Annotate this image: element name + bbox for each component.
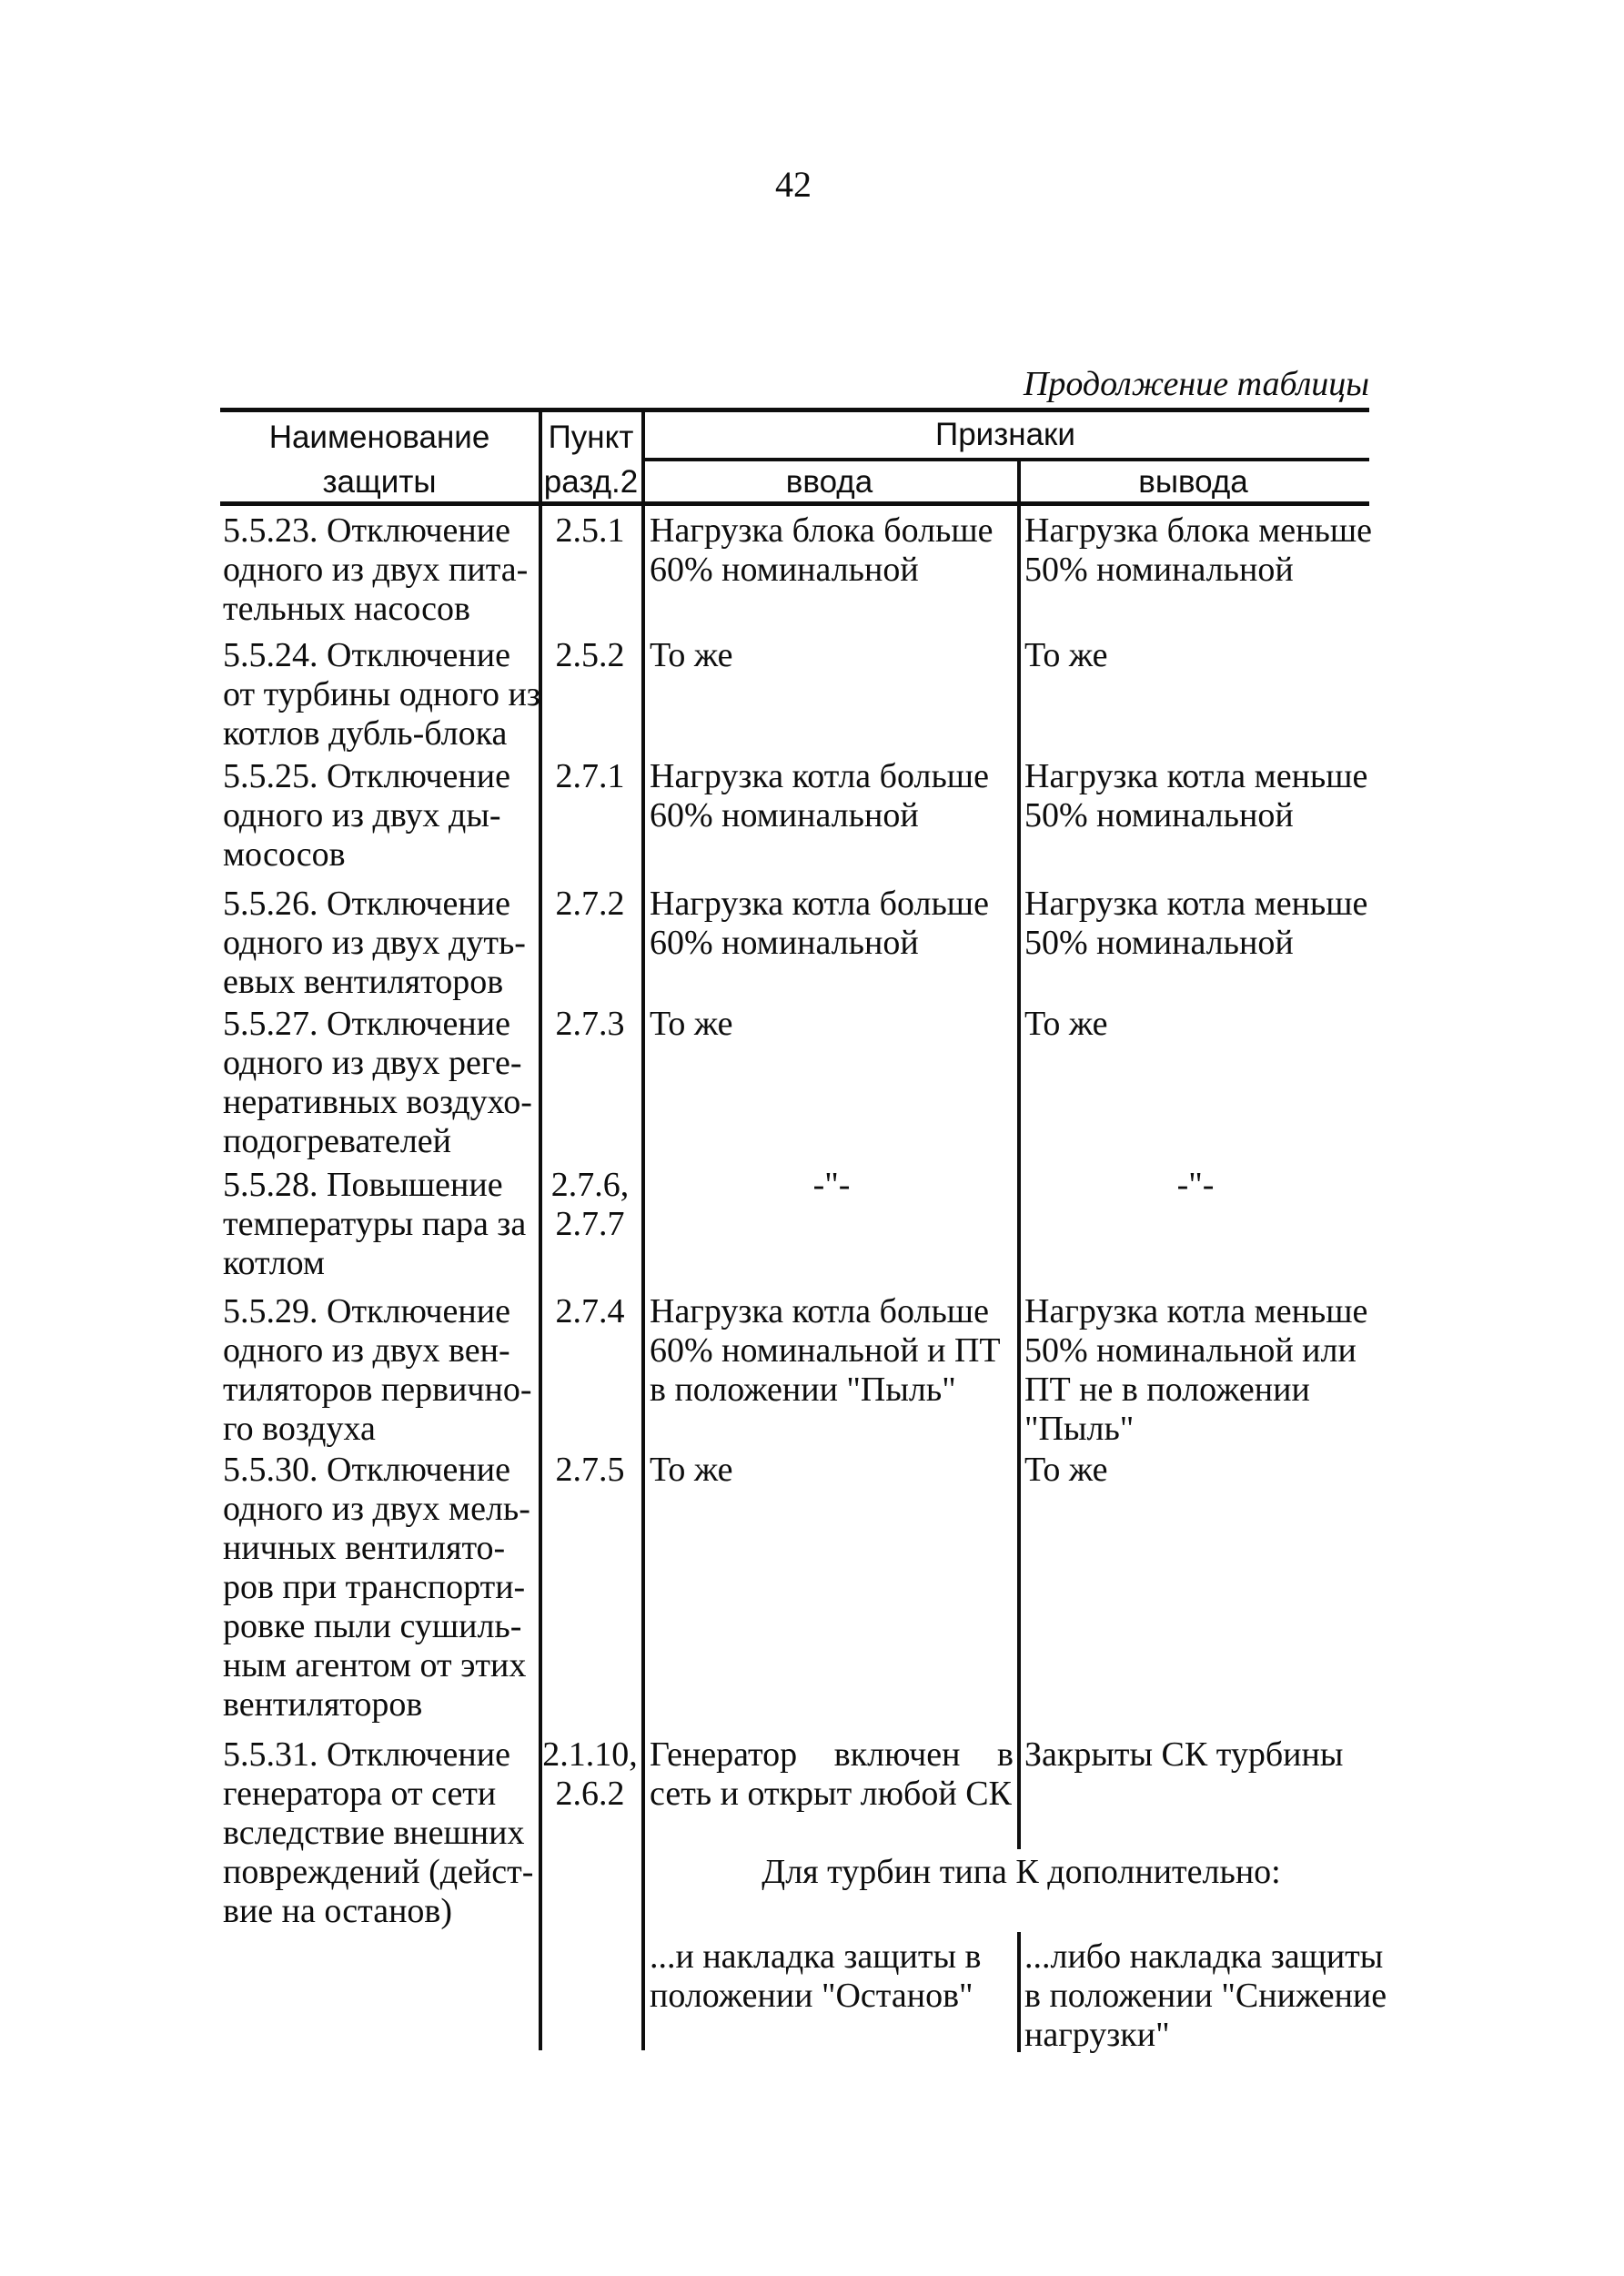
name-cell-line: одного из двух мель- — [223, 1490, 530, 1528]
output-cell-line: Нагрузка блока меньше — [1024, 511, 1372, 550]
table-top-border — [220, 408, 1369, 412]
output-cell-line: То же — [1024, 1005, 1108, 1043]
name-cell-line: повреждений (дейст- — [223, 1853, 534, 1891]
input-cell-line: положении "Останов" — [650, 1977, 973, 2015]
input-cell-line: в положении "Пыль" — [650, 1371, 956, 1409]
name-cell-line: вие на останов) — [223, 1892, 453, 1930]
additional-note: Для турбин типа К дополнительно: — [762, 1853, 1281, 1891]
name-cell-line: тиляторов первично- — [223, 1371, 532, 1409]
name-cell-line: котлом — [223, 1244, 325, 1282]
output-cell-line: Нагрузка котла меньше — [1024, 757, 1368, 795]
name-cell-line: от турбины одного из — [223, 675, 540, 713]
name-cell-line: температуры пара за — [223, 1205, 527, 1243]
clause-cell-line: 2.7.3 — [555, 1005, 625, 1043]
spread-word: включен — [833, 1735, 961, 1774]
header-sub-input: ввода — [785, 464, 873, 500]
name-cell-line: 5.5.24. Отключение — [223, 636, 510, 674]
spread-word: в — [997, 1735, 1014, 1774]
input-cell-line: То же — [650, 1451, 733, 1489]
input-cell-line: 60% номинальной и ПТ — [650, 1331, 1001, 1370]
name-cell-line: одного из двух вен- — [223, 1331, 510, 1370]
name-cell-line: 5.5.27. Отключение — [223, 1005, 510, 1043]
name-cell-line: 5.5.28. Повышение — [223, 1166, 503, 1204]
input-cell-line: 60% номинальной — [650, 924, 919, 962]
name-cell-line: 5.5.30. Отключение — [223, 1451, 510, 1489]
name-cell-line: подогревателей — [223, 1122, 451, 1160]
name-cell-line: тельных насосов — [223, 590, 470, 628]
clause-cell-line: 2.7.7 — [555, 1205, 625, 1243]
input-cell-line: сеть и открыт любой СК — [650, 1775, 1012, 1813]
input-cell-line: -"- — [812, 1166, 851, 1204]
header-signs-group: Признаки — [935, 417, 1075, 452]
input-cell-line: Нагрузка котла больше — [650, 757, 989, 795]
clause-cell-line: 2.7.6, — [550, 1166, 630, 1204]
name-cell-line: ным агентом от этих — [223, 1646, 527, 1684]
output-cell-line: 50% номинальной или — [1024, 1331, 1357, 1370]
input-cell-line: Нагрузка блока больше — [650, 511, 994, 550]
output-cell-line: Закрыты СК турбины — [1024, 1735, 1344, 1774]
output-cell-line: То же — [1024, 636, 1108, 674]
input-cell-line: ...и накладка защиты в — [650, 1937, 982, 1976]
name-cell-line: 5.5.29. Отключение — [223, 1292, 510, 1330]
output-cell-line: ПТ не в положении — [1024, 1371, 1310, 1409]
clause-cell-line: 2.5.2 — [555, 636, 625, 674]
clause-cell-line: 2.7.1 — [555, 757, 625, 795]
output-cell-line: Нагрузка котла меньше — [1024, 1292, 1368, 1330]
name-cell-line: мососов — [223, 835, 346, 874]
name-cell-line: одного из двух реге- — [223, 1044, 522, 1082]
name-cell-line: вентиляторов — [223, 1685, 423, 1724]
header-sub-output: вывода — [1138, 464, 1248, 500]
input-cell-line: 60% номинальной — [650, 796, 919, 835]
output-cell-line: 50% номинальной — [1024, 796, 1294, 835]
column-divider-2 — [641, 408, 645, 2050]
name-cell-line: 5.5.23. Отключение — [223, 511, 510, 550]
output-cell-line: ...либо накладка защиты — [1024, 1937, 1384, 1976]
column-divider-3-upper — [1017, 458, 1021, 1849]
name-cell-line: одного из двух дуть- — [223, 924, 526, 962]
signs-group-underline — [641, 458, 1369, 461]
name-cell-line: го воздуха — [223, 1410, 376, 1448]
clause-cell-line: 2.7.4 — [555, 1292, 625, 1330]
clause-cell-line: 2.6.2 — [555, 1775, 625, 1813]
output-cell-line: "Пыль" — [1024, 1410, 1135, 1448]
name-cell-line: 5.5.25. Отключение — [223, 757, 510, 795]
name-cell-line: неративных воздухо- — [223, 1083, 532, 1121]
header-name-line1: Наименование — [268, 420, 490, 455]
column-divider-3-lower — [1017, 1932, 1021, 2052]
output-cell-line: То же — [1024, 1451, 1108, 1489]
clause-cell-line: 2.1.10, — [542, 1735, 638, 1774]
clause-cell-line: 2.5.1 — [555, 511, 625, 550]
input-cell-line: То же — [650, 1005, 733, 1043]
input-cell-line: Нагрузка котла больше — [650, 885, 989, 923]
name-cell-line: одного из двух пита- — [223, 551, 529, 589]
name-cell-line: ничных вентилято- — [223, 1529, 506, 1567]
page-number: 42 — [775, 164, 812, 205]
output-cell-line: -"- — [1176, 1166, 1215, 1204]
output-cell-line: 50% номинальной — [1024, 551, 1294, 589]
name-cell-line: 5.5.26. Отключение — [223, 885, 510, 923]
header-clause-line1: Пункт — [548, 420, 634, 455]
name-cell-line: генератора от сети — [223, 1775, 497, 1813]
name-cell-line: ровке пыли сушиль- — [223, 1607, 522, 1645]
header-name-line2: защиты — [322, 464, 437, 500]
input-cell-line: Нагрузка котла больше — [650, 1292, 989, 1330]
name-cell-line: ров при транспорти- — [223, 1568, 526, 1606]
name-cell-line: евых вентиляторов — [223, 963, 504, 1001]
header-clause-line2: разд.2 — [543, 464, 639, 500]
output-cell-line: Нагрузка котла меньше — [1024, 885, 1368, 923]
input-cell-line: То же — [650, 636, 733, 674]
spread-word: Генератор — [650, 1735, 798, 1774]
header-bottom-border — [220, 501, 1369, 506]
output-cell-line: нагрузки" — [1024, 2016, 1170, 2054]
input-cell-line — [650, 1735, 1014, 1775]
clause-cell-line: 2.7.5 — [555, 1451, 625, 1489]
name-cell-line: 5.5.31. Отключение — [223, 1735, 510, 1774]
table-caption: Продолжение таблицы — [1023, 365, 1369, 403]
name-cell-line: вследствие внешних — [223, 1814, 525, 1852]
output-cell-line: в положении "Снижение — [1024, 1977, 1387, 2015]
clause-cell-line: 2.7.2 — [555, 885, 625, 923]
input-cell-line: 60% номинальной — [650, 551, 919, 589]
name-cell-line: одного из двух ды- — [223, 796, 501, 835]
output-cell-line: 50% номинальной — [1024, 924, 1294, 962]
name-cell-line: котлов дубль-блока — [223, 714, 508, 753]
